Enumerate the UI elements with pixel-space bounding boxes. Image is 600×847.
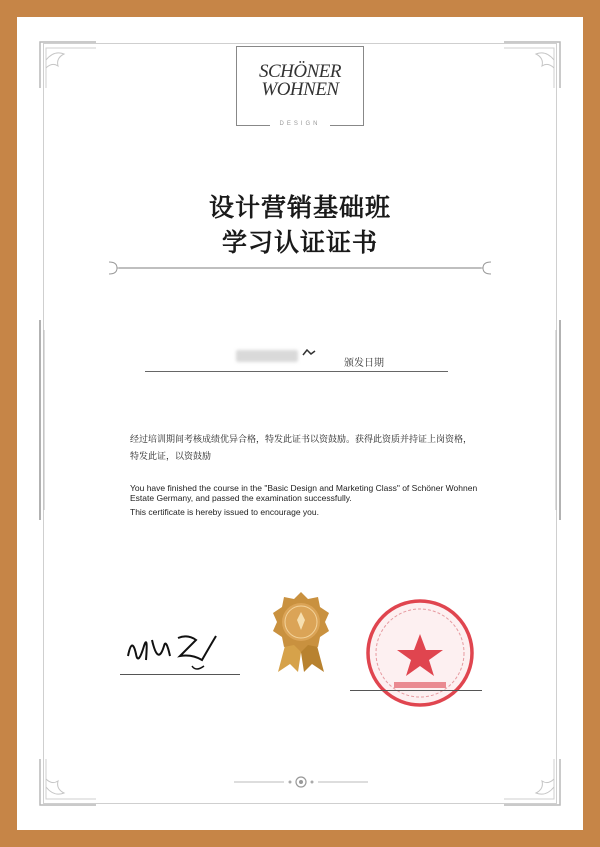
- english-body-paragraph-2: This certificate is hereby issued to encourage you.: [130, 507, 319, 517]
- english-body-paragraph-1: You have finished the course in the "Basic Design and Marketing Class" of Schöner Wohnen Estate Germany, and passed the examination successfully.: [130, 483, 478, 503]
- chinese-body-line-2: 特发此证，以资鼓励: [130, 452, 212, 462]
- logo-subtitle: DESIGN: [270, 121, 330, 129]
- certificate-title-line-1: 设计营销基础班: [208, 193, 391, 222]
- signature-icon: [118, 616, 238, 676]
- corner-ornament-top-left-icon: [38, 40, 98, 90]
- logo-line-1: SCHÖNER: [259, 61, 341, 82]
- footer-ornament-icon: [234, 775, 368, 789]
- logo-line-2: WOHNEN: [261, 79, 339, 100]
- corner-ornament-bottom-left-icon: [38, 757, 98, 807]
- certificate-title-line-2: 学习认证证书: [221, 228, 378, 257]
- seal-line: [350, 690, 482, 691]
- corner-ornament-top-right-icon: [502, 40, 562, 90]
- corner-ornament-bottom-right-icon: [502, 757, 562, 807]
- right-side-bar-ornament-icon: [554, 320, 562, 520]
- red-star-seal-icon: [360, 596, 480, 710]
- name-underline: [145, 371, 448, 372]
- signature-line: [120, 674, 240, 675]
- chinese-body-line-1: 经过培训期间考核成绩优异合格，特发此证书以资鼓励。获得此资质并持证上岗资格，: [130, 435, 473, 445]
- brand-logo: [236, 46, 364, 126]
- name-mark-icon: [302, 344, 316, 352]
- title-divider-ornament-icon: [107, 259, 493, 277]
- gold-medal-icon: [264, 592, 338, 674]
- issued-label: 颁发日期: [344, 358, 384, 369]
- recipient-name-blurred: [236, 350, 298, 362]
- chinese-body-text: [130, 432, 500, 466]
- left-side-bar-ornament-icon: [38, 320, 46, 520]
- english-body-text: [130, 483, 500, 517]
